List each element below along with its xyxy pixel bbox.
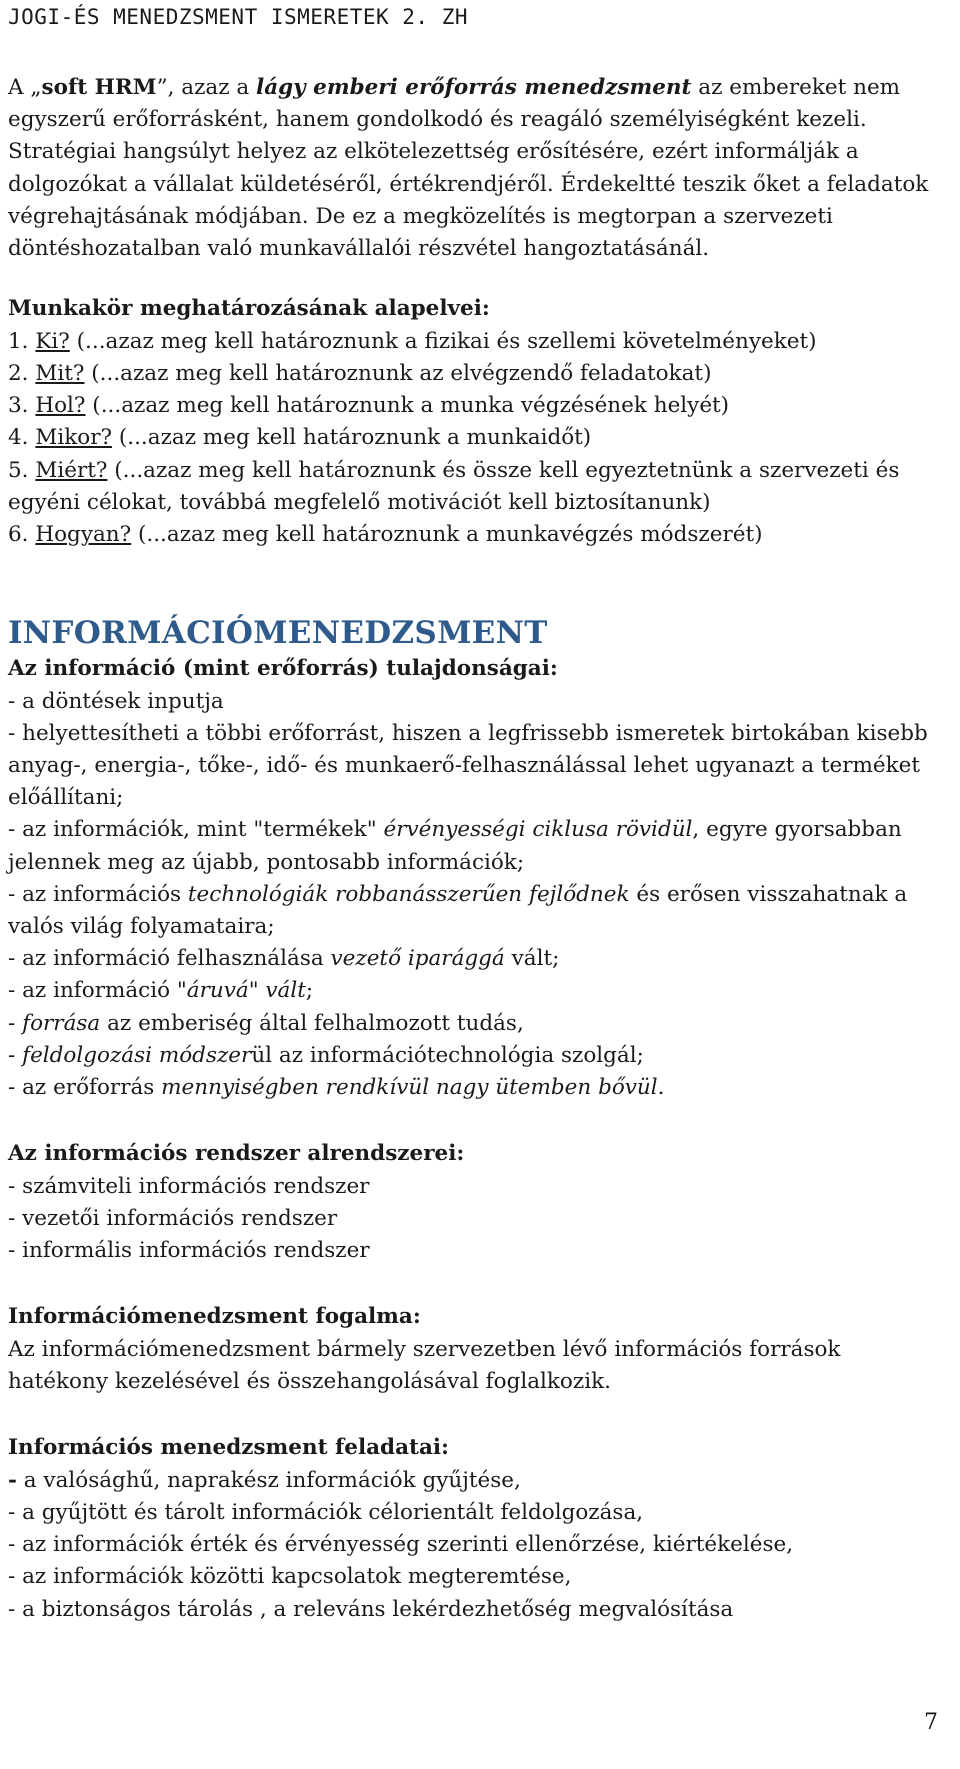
list-item	[8, 422, 938, 454]
item-text: (...azaz meg kell határoznunk és össze kell egyeztetnünk a szervezeti és egyéni célokat, továbbá megfelelő motivációt kell biztosítanunk)	[8, 457, 900, 515]
list-item	[8, 1008, 938, 1040]
info-properties-section	[8, 653, 938, 1104]
item-text: - az információk, mint "termékek"	[8, 817, 384, 843]
list-item	[8, 975, 938, 1007]
item-question: Mikor?	[35, 425, 113, 451]
list-item: - vezetői információs rendszer	[8, 1205, 338, 1231]
item-text: , egyre gyorsabban jelennek meg az újabb, pontosabb információk;	[8, 817, 902, 875]
item-text: ül az információtechnológia szolgál;	[251, 1042, 644, 1068]
list-item	[8, 1465, 938, 1497]
item-emphasis: feldolgozási módszer	[22, 1042, 252, 1068]
list-item	[8, 326, 938, 358]
munkakor-section	[8, 293, 938, 551]
item-text: (...azaz meg kell határoznunk a fizikai és szellemi követelményeket)	[69, 328, 817, 354]
item-number: 1.	[8, 328, 36, 354]
item-question: Mit?	[35, 360, 85, 386]
intro-text: ”, azaz a	[156, 75, 257, 100]
page-header: JOGI-ÉS MENEDZSMENT ISMERETEK 2. ZH	[8, 5, 469, 29]
list-item: - informális információs rendszer	[8, 1238, 370, 1264]
alrendszer-list	[8, 1171, 938, 1268]
feladatok-section	[8, 1432, 938, 1626]
section-heading-informaciomenedzsment: INFORMÁCIÓMENEDZSMENT	[8, 615, 548, 652]
munkakor-list	[8, 326, 938, 551]
item-emphasis: vezető iparággá	[330, 946, 505, 972]
item-number: 4.	[8, 425, 36, 451]
list-item	[8, 455, 938, 519]
fogalom-title: Információmenedzsment fogalma:	[8, 1304, 421, 1330]
item-emphasis: technológiák robbanásszerűen fejlődnek	[187, 881, 630, 907]
feladatok-list	[8, 1465, 938, 1626]
fogalom-text: Az információmenedzsment bármely szervezetben lévő információs források hatékony kezelésével és összehangolásával foglalkozik.	[8, 1336, 841, 1395]
item-dash: -	[8, 1467, 17, 1493]
item-number: 5.	[8, 457, 36, 483]
page-number: 7	[924, 1710, 938, 1735]
info-properties-title: Az információ (mint erőforrás) tulajdonságai:	[8, 656, 558, 682]
munkakor-title: Munkakör meghatározásának alapelvei:	[8, 296, 490, 322]
list-item: - a döntések inputja	[8, 688, 224, 714]
item-text: ;	[305, 978, 314, 1004]
item-question: Hogyan?	[35, 521, 132, 547]
item-text: az emberiség által felhalmozott tudás,	[100, 1010, 524, 1036]
item-text: - az információ felhasználása	[8, 946, 331, 972]
list-item	[8, 390, 938, 422]
list-item	[8, 943, 938, 975]
intro-text: A „	[8, 75, 42, 100]
feladatok-title: Információs menedzsment feladatai:	[8, 1435, 449, 1461]
item-text: és erősen visszahatnak a valós világ folyamataira;	[8, 881, 908, 940]
item-text: - az információ "	[8, 978, 187, 1004]
list-item	[8, 814, 938, 878]
item-emphasis: érvényességi ciklusa rövidül	[383, 817, 693, 843]
item-text: - az információs	[8, 881, 188, 907]
alrendszer-title: Az információs rendszer alrendszerei:	[8, 1141, 465, 1167]
item-text: vált;	[504, 946, 560, 972]
intro-text: az embereket nem egyszerű erőforrásként, hanem gondolkodó és reagáló személyiségként kezeli. Stratégiai hangsúlyt helyez az elkötelezettség erősítésére, ezért informálják a dolgozókat a vállalat küldetéséről, értékrendjéről. Érdekeltté teszik őket a feladatok végrehajtásának módjában. De ez a megközelítés is megtorpan a szervezeti döntéshozatalban való munkavállalói részvétel hangoztatásánál.	[8, 75, 929, 262]
item-text: (...azaz meg kell határoznunk az elvégzendő feladatokat)	[84, 360, 712, 386]
item-text: a valósághű, naprakész információk gyűjtése,	[16, 1467, 521, 1493]
soft-hrm-definition-term: lágy emberi erőforrás menedzsment	[256, 75, 692, 100]
list-item	[8, 1072, 938, 1104]
item-number: 3.	[8, 393, 36, 419]
item-text: (...azaz meg kell határoznunk a munkavégzés módszerét)	[131, 521, 763, 547]
item-question: Hol?	[35, 393, 86, 419]
item-emphasis: mennyiségben rendkívül nagy ütemben bővül.	[161, 1075, 665, 1101]
list-item	[8, 1040, 938, 1072]
item-text: -	[8, 1042, 23, 1068]
list-item: - az információk érték és érvényesség szerinti ellenőrzése, kiértékelése,	[8, 1532, 794, 1558]
soft-hrm-term: soft HRM	[41, 75, 157, 100]
item-text: - az erőforrás	[8, 1075, 162, 1101]
list-item: - helyettesítheti a többi erőforrást, hiszen a legfrissebb ismeretek birtokában kisebb anyag-, energia-, tőke-, idő- és munkaerő-felhasználással lehet ugyanazt a terméket előállítani;	[8, 720, 928, 811]
item-emphasis: forrása	[22, 1010, 101, 1036]
list-item: - a gyűjtött és tárolt információk célorientált feldolgozása,	[8, 1500, 644, 1525]
alrendszer-section	[8, 1138, 938, 1267]
item-number: 6.	[8, 521, 36, 547]
item-question: Miért?	[35, 457, 108, 483]
list-item	[8, 519, 938, 551]
item-text: (...azaz meg kell határoznunk a munkaidőt)	[112, 425, 592, 451]
intro-paragraph	[8, 72, 938, 265]
item-emphasis: áruvá" vált	[186, 978, 306, 1004]
item-text: (...azaz meg kell határoznunk a munka végzésének helyét)	[85, 393, 730, 419]
item-text: -	[8, 1010, 23, 1036]
info-properties-list	[8, 686, 938, 1105]
fogalom-section	[8, 1301, 938, 1398]
item-number: 2.	[8, 360, 36, 386]
list-item	[8, 879, 938, 943]
list-item: - a biztonságos tárolás , a releváns lekérdezhetőség megvalósítása	[8, 1596, 734, 1622]
item-question: Ki?	[35, 328, 70, 354]
list-item: - számviteli információs rendszer	[8, 1173, 370, 1199]
list-item: - az információk közötti kapcsolatok megteremtése,	[8, 1564, 572, 1590]
list-item	[8, 358, 938, 390]
